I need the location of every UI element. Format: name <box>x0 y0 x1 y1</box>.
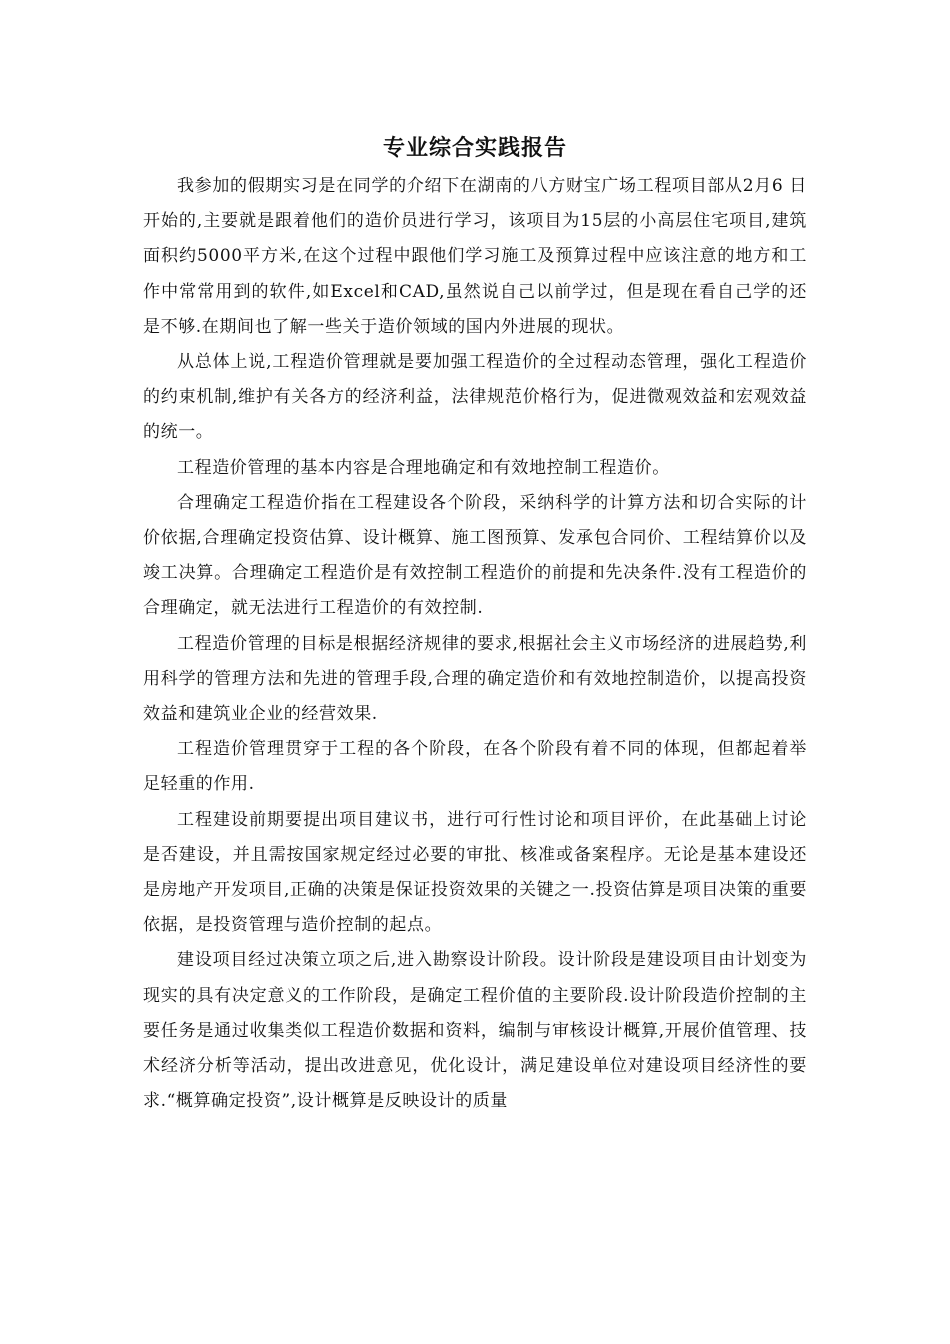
page-title: 专业综合实践报告 <box>382 136 567 161</box>
paragraph-2: 从总体上说,工程造价管理就是要加强工程造价的全过程动态管理，强化工程造价的约束机制,维护有关各方的经济利益，法律规范价格行为，促进微观效益和宏观效益的统一。 <box>143 352 807 443</box>
paragraph-6: 工程造价管理贯穿于工程的各个阶段，在各个阶段有着不同的体现，但都起着举足轻重的作用. <box>143 739 807 795</box>
paragraph-8: 建设项目经过决策立项之后,进入勘察设计阶段。设计阶段是建设项目由计划变为现实的具有决定意义的工作阶段，是确定工程价值的主要阶段.设计阶段造价控制的主要任务是通过收集类似工程造价数据和资料，编制与审核设计概算,开展价值管理、技术经济分析等活动，提出改进意见，优化设计，满足建设单位对建设项目经济性的要求.“概算确定投资”,设计概算是反映设计的质量 <box>143 950 807 1112</box>
paragraph-7: 工程建设前期要提出项目建议书，进行可行性讨论和项目评价，在此基础上讨论是否建设，并且需按国家规定经过必要的审批、核准或备案程序。无论是基本建设还是房地产开发项目,正确的决策是保证投资效果的关键之一.投资估算是项目决策的重要依据，是投资管理与造价控制的起点。 <box>143 809 807 936</box>
paragraph-3: 工程造价管理的基本内容是合理地确定和有效地控制工程造价。 <box>177 457 670 478</box>
paragraph-4: 合理确定工程造价指在工程建设各个阶段，采纳科学的计算方法和切合实际的计价依据,合理确定投资估算、设计概算、施工图预算、发承包合同价、工程结算价以及竣工决算。合理确定工程造价是有效控制工程造价的前提和先决条件.没有工程造价的合理确定，就无法进行工程造价的有效控制. <box>143 492 807 619</box>
paragraph-1: 我参加的假期实习是在同学的介绍下在湖南的八方财宝广场工程项目部从2月6 日开始的,主要就是跟着他们的造价员进行学习，该项目为15层的小高层住宅项目,建筑面积约5000平方米,在这个过程中跟他们学习施工及预算过程中应该注意的地方和工作中常常用到的软件,如Excel和CAD,虽然说自己以前学过，但是现在看自己学的还是不够.在期间也了解一些关于造价领域的国内外进展的现状。 <box>143 176 807 337</box>
paragraph-5: 工程造价管理的目标是根据经济规律的要求,根据社会主义市场经济的进展趋势,利用科学的管理方法和先进的管理手段,合理的确定造价和有效地控制造价，以提高投资效益和建筑业企业的经营效果. <box>143 633 807 725</box>
document-body <box>143 129 807 1119</box>
